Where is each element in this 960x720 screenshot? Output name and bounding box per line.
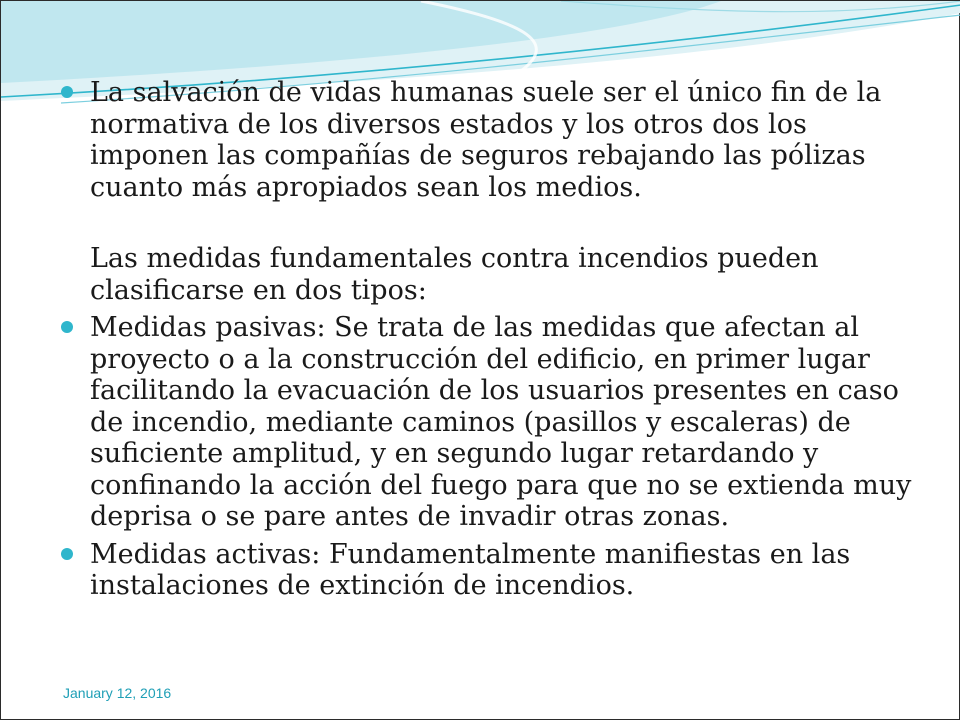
paragraph-text: Las medidas fundamentales contra incendios pueden clasificarse en dos tipos:: [90, 243, 819, 306]
bullet-dot-icon: [61, 86, 73, 98]
bullet-text: Medidas activas: Fundamentalmente manifiestas en las instalaciones de extinción de incendios.: [90, 538, 851, 601]
bullet-dot-icon: [61, 548, 73, 560]
footer-date: January 12, 2016: [63, 685, 172, 701]
bullet-dot-icon: [61, 321, 73, 333]
paragraph-item: [61, 243, 921, 306]
bullet-text: La salvación de vidas humanas suele ser el único fin de la normativa de los diversos estados y los otros dos los imponen las compañías de seguros rebajando las pólizas cuanto más apropiados sean los medios.: [90, 77, 882, 203]
bullet-item: [61, 539, 921, 602]
bullet-text: Medidas pasivas: Se trata de las medidas que afectan al proyecto o a la construcción del edificio, en primer lugar facilitando la evacuación de los usuarios presentes en caso de incendio, mediante caminos (pasillos y escaleras) de suficiente amplitud, y en segundo lugar retardando y confinando la acción del fuego para que no se extienda muy deprisa o se pare antes de invadir otras zonas.: [90, 312, 912, 532]
bullet-item: [61, 77, 921, 203]
bullet-item: [61, 312, 921, 533]
slide-content: [61, 77, 921, 608]
